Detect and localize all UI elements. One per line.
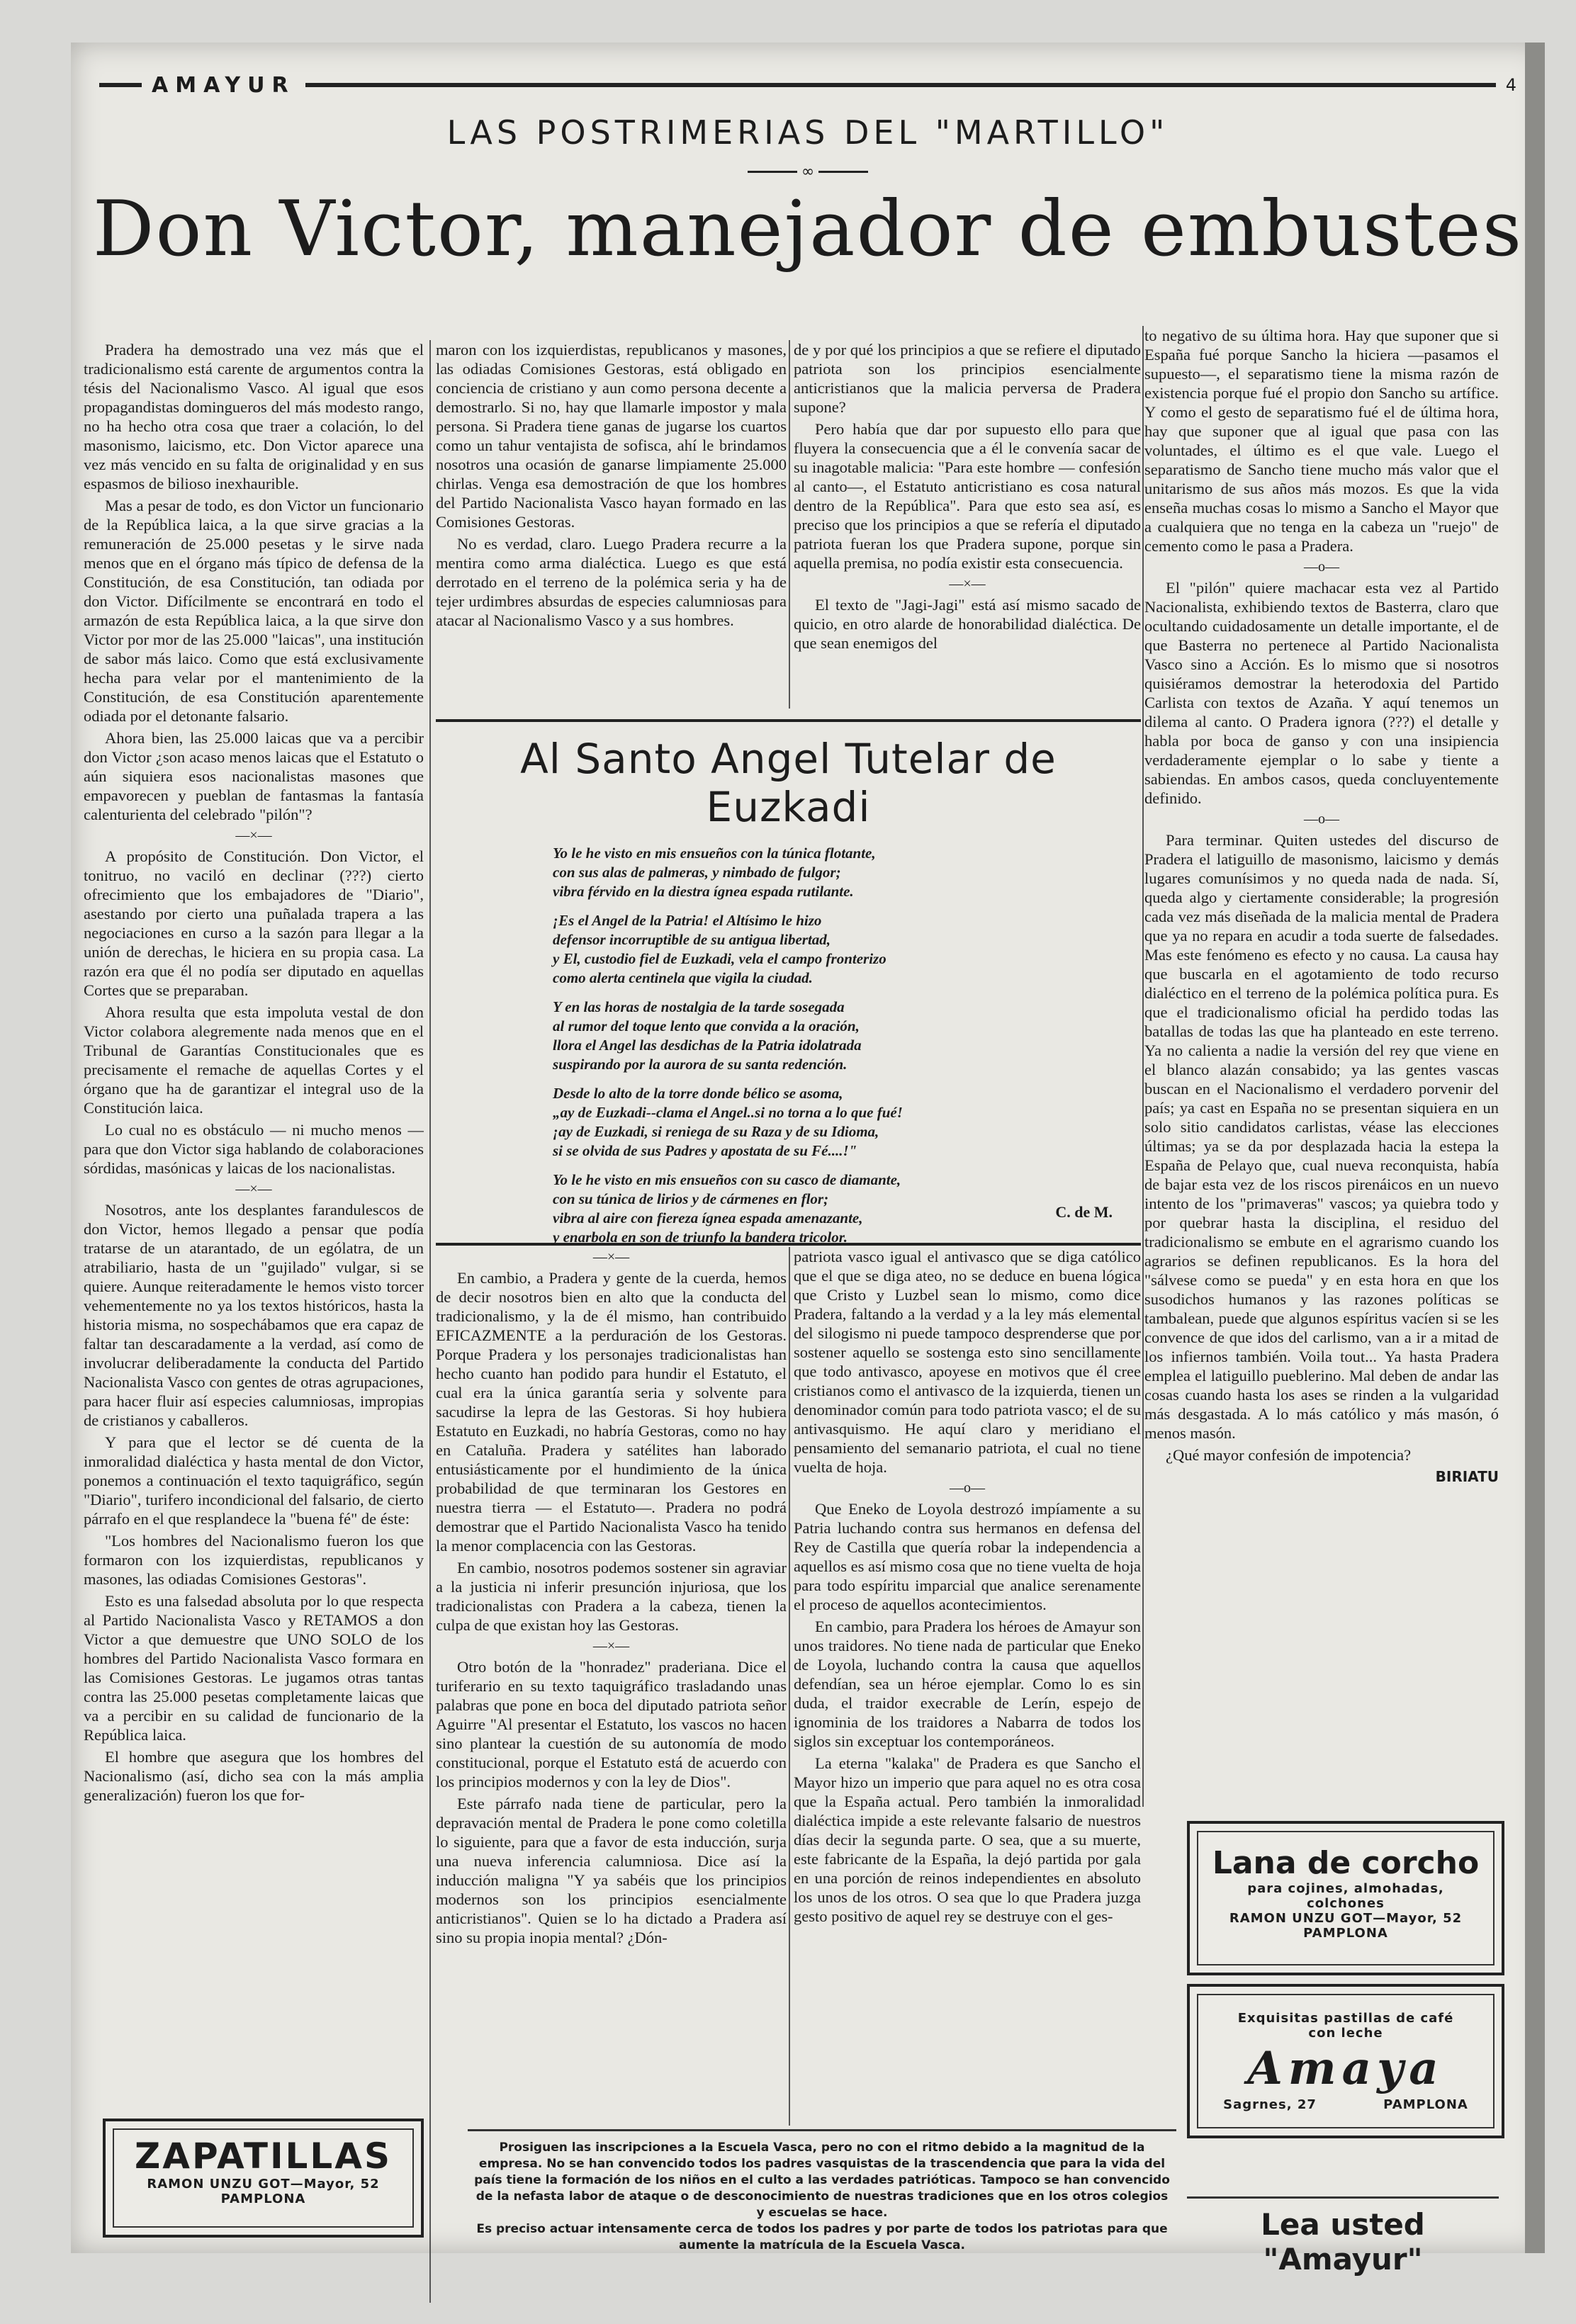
ad-address: Sagrnes, 27 <box>1223 2097 1317 2112</box>
paragraph: Para terminar. Quiten ustedes del discurso de Pradera el latiguillo de masonismo, laicismo y demás lugares comunísimos y no queda nada de nada. Sí, queda algo y ciertamente considerable; la progresión cada vez más diseñada de la malicia mental de Pradera que ya no repara en acudir a toda suerte de falsedades. Mas este fenómeno es efecto y no causa. La causa hay que buscarla en el agotamiento de todo recurso dialéctico en el terreno de la polémica política pura. Es que el tradicionalismo oficial ha perdido todas las batallas de todas las que ha planteado en este terreno. Ya no calienta a nadie la versión del rey que viene en el blanco alazán consabido; ya las gentes vascas buscan en el Nacionalismo el verdadero porvenir del país; ya cast en España no se presentan siquiera en un solo sitio candidatos carlistas, véase las elecciones últimas; ya se da por desplazada hacia la estepa la España de Pelayo que, cual nueva reconquista, había de bajar esta vez de los riscos pirenáicos en un nuevo intento de los "primaveras" vascos; ya quiebra todo y por quebrar hasta la disciplina, el residuo del tradicionalismo se embute en el agrarismo cuando los agrarios se definen republicanos. Es la hora del "sálvese como se pueda" y en esta hora en que los susodichos humanos y las razones políticas se tambalean, puede que algunos espíritus vacíen si se les convence de que idos del carlismo, van a ir a mitad de los infiernos también. Voila tout... Ya hasta Pradera emplea el latiguillo pueblerino. Mal deben de andar las cosas cuando hasta los ases se rinden a la vulgaridad más desgastada. A lo más católico y más masón, ó menos masón. <box>1144 831 1499 1442</box>
page-number: 4 <box>1505 75 1516 95</box>
poem-box <box>436 719 1141 1246</box>
poem-line: con sus alas de palmeras, y nimbado de fulgor; <box>553 864 841 881</box>
paragraph: A propósito de Constitución. Don Victor, el tonitruo, no vaciló en declinar (???) cierto ofrecimiento que los embajadores de "Diario", asestando por cierto una puñalada trapera a las negociaciones en curso a la sazón para llegar a la unión de derechas, le hiciera en su propia casa. La razón era que él no podía ser diputado en aquellas Cortes que se preparaban. <box>84 847 424 999</box>
poem-line: Y en las horas de nostalgia de la tarde sosegada <box>553 998 845 1015</box>
paragraph: Mas a pesar de todo, es don Victor un funcionario de la República laica, a la que sirve gracias a la remuneración de 25.000 pesetas y le sirve nada menos que en el órgano más típico de defensa de la Constitución, de esa Constitución, tan odiada por don Victor. Difícilmente se encontrará en todo el armazón de esta República laica, a la que sirve don Victor por mor de las 25.000 "laicas", una institución de sabor más laico. Como que está exclusivamente hecha para velar por el mantenimiento de la Constitución, de esa Constitución aparentemente odiada por el detonante falsario. <box>84 497 424 725</box>
article-signature: BIRIATU <box>1435 1468 1499 1485</box>
separator: —×— <box>592 1638 630 1654</box>
ad-amaya <box>1187 1984 1504 2138</box>
paragraph: Ahora bien, las 25.000 laicas que va a percibir don Victor ¿son acaso menos laicas que el Estatuto o aún siquiera esos nacionalistas masones que empavorecen y pueblan de fantasmas la fantasía calenturienta del celebrado "pilón"? <box>84 729 424 823</box>
poem-line: ¡ay de Euzkadi, si reniega de su Raza y de su Idioma, <box>553 1123 879 1140</box>
poem-line: con su túnica de lirios y de cármenes en flor; <box>553 1190 829 1207</box>
column-2 <box>436 340 787 709</box>
ad-line: con leche <box>1308 2026 1383 2041</box>
ad-zapatillas <box>103 2119 424 2238</box>
column-2-lower <box>436 1247 787 2126</box>
poem-line: como alerta centinela que vigila la ciudad. <box>553 969 813 986</box>
column-1 <box>84 340 424 2324</box>
poem-line: defensor incorruptible de su antigua libertad, <box>553 931 831 948</box>
paragraph: Lo cual no es obstáculo — ni mucho menos — para que don Victor siga hablando de colaboraciones sórdidas, masónicas y laicas de los nacionalistas. <box>84 1121 424 1177</box>
ad-line: RAMON UNZU GOT—Mayor, 52 <box>147 2177 380 2192</box>
ad-line: RAMON UNZU GOT—Mayor, 52 <box>1229 1911 1463 1926</box>
column-3-lower <box>794 1247 1141 2126</box>
separator: —×— <box>235 828 272 843</box>
kicker-title: LAS POSTRIMERIAS DEL "MARTILLO" <box>446 113 1169 152</box>
poem-stanza <box>553 911 1141 988</box>
paragraph: patriota vasco igual el antivasco que se diga católico que el que se diga ateo, no se deduce en buena lógica que Cristo y Luzbel sean lo mismo, como dice Pradera, faltando a la verdad y a la ley más elemental del silogismo ni puede tampoco desprenderse que por sostener aquello se sostenga esto sino sencillamente que todo antivasco, apoyese en motivos que él cree cristianos como el antivasco de la izquierda, tienen un denominador común para todo patriota vasco; el de su antivasquismo. He aquí claro y meridiano el pensamiento del semanario patriota, el cual no tiene vuelta de hoja. <box>794 1248 1141 1476</box>
lea-usted-amayur: Lea usted "Amayur" <box>1261 2207 1425 2277</box>
poem-line: suspirando por la aurora de su santa redención. <box>553 1056 848 1073</box>
paragraph: maron con los izquierdistas, republicanos y masones, las odiadas Comisiones Gestoras, está obligado en conciencia de cristiano y aun como persona decente a demostrarlo. Si no, hay que llamarle impostor y mala persona. Si Pradera tiene ganas de jugarse los cuartos como un tahur ventajista de sofisca, ahí le brindamos nosotros una ocasión de ganarse limpiamente 25.000 chirlas. Venga esa demostración de que los hombres del Partido Nacionalista Vasco hayan formado en las Comisiones Gestoras. <box>436 341 787 531</box>
separator: —×— <box>592 1249 630 1265</box>
column-rule <box>789 340 790 709</box>
poem-stanza <box>553 998 1141 1074</box>
poem-line: Desde lo alto de la torre donde bélico se asoma, <box>553 1085 843 1102</box>
notice-paragraph: Prosiguen las inscripciones a la Escuela Vasca, pero no con el ritmo debido a la magnitud de la empresa. No se han convencido todos los padres vasquistas de la trascendencia que para la vida del país tiene la formación de los niños en el culto a las verdades patrióticas. Tampoco se han convencido de la nefasta labor de ataque o de desconocimiento de nuestras tradiciones que en los otros colegios y escuelas se hace. <box>474 2140 1170 2220</box>
poem-line: y enarbola en son de triunfo la bandera tricolor. <box>553 1229 848 1246</box>
poem-line: Yo le he visto en mis ensueños con la túnica flotante, <box>553 845 876 862</box>
paragraph: El "pilón" quiere machacar esta vez al Partido Nacionalista, exhibiendo textos de Basterra, claro que ocultando cuidadosamente un detalle importante, el de que Basterra no pertenece al Partido Nacionalista Vasco sino a Acción. Es lo mismo que si nosotros quisiéramos demostrar la heterodoxia del Partido Carlista con textos de Azaña. Y aquí tenemos un dilema al canto. O Pradera ignora (???) el detalle y habla por boca de ganso y con una insipiencia verdaderamente ejemplar o lo sabe y tiente a sabiendas. En ambos casos, queda concluyentemente definido. <box>1144 579 1499 807</box>
paragraph: En cambio, nosotros podemos sostener sin agraviar a la justicia ni inferir presunción injuriosa, que los tradicionalistas con Pradera a la cabeza, tienen la culpa de que existan hoy las Gestoras. <box>436 1559 787 1634</box>
ad-city: PAMPLONA <box>1303 1926 1388 1941</box>
ornament-line-right <box>818 171 868 173</box>
ad-inner-border <box>113 2128 414 2228</box>
column-4 <box>1144 326 1499 1814</box>
ad-city: PAMPLONA <box>220 2192 306 2206</box>
paragraph: Otro botón de la "honradez" praderiana. Dice el turiferario en su texto taquigráfico trasladando unas palabras que pone en boca del diputado patriota señor Aguirre "Al presentar el Estatuto, los vascos no hacen sino plantear la cuestión de su autonomía de modo constitucional, porque el Estatuto está de acuerdo con los principios modernos y con la ley de Dios". <box>436 1658 787 1790</box>
newspaper-page <box>71 43 1545 2277</box>
paragraph: En cambio, para Pradera los héroes de Amayur son unos traidores. No tiene nada de particular que Eneko de Loyola, luchando contra la causa que aquellos defendían, sea un héroe ejemplar. Como lo es sin duda, el traidor execrable de Lerín, espejo de ignominia de los traidores a Nabarra de todos los siglos sin exceptuar los contemporáneos. <box>794 1618 1141 1750</box>
poem-line: „ay de Euzkadi--clama el Angel..si no torna a lo que fué! <box>553 1104 903 1121</box>
paragraph: Y para que el lector se dé cuenta de la inmoralidad dialéctica y hasta mental de don Victor, ponemos a continuación el texto taquigráfico, según "Diario", turifero incondicional del falsario, de cierto párrafo en el que resplandece la "buena fé" de éste: <box>84 1433 424 1528</box>
poem-stanza <box>553 1084 1141 1161</box>
paragraph: En cambio, a Pradera y gente de la cuerda, hemos de decir nosotros bien en alto que la conducta del tradicionalismo, y la de él mismo, han contribuido EFICAZMENTE a la perduración de los Gestoras. Porque Pradera y los personajes tradicionalistas han hecho cuanto han podido para hundir el Estatuto, el cual era la única garantía seria y solvente para sacudirse la lepra de las Gestoras. Si hoy hubiera Estatuto en Euzkadi, no habría Gestoras, como no hay en Cataluña. Pradera y satélites han laborado entusiásticamente por el hundimiento de la única probabilidad de que terminaran los Gestores en nuestra tierra — el Estatuto—. Pradera no podrá demostrar que el Partido Nacionalista Vasco ha tenido la menor complacencia con las Gestoras. <box>436 1269 787 1555</box>
ad-city: PAMPLONA <box>1383 2097 1468 2112</box>
separator: —×— <box>235 1181 272 1197</box>
ad-inner-border <box>1197 1831 1495 1965</box>
column-3 <box>794 340 1141 709</box>
poem-line: si se olvida de sus Padres y apostata de su Fé....!" <box>553 1142 857 1159</box>
separator: —o— <box>1304 559 1339 575</box>
paragraph: El hombre que asegura que los hombres del Nacionalismo (así, dicho sea con la más amplia generalización) fueron los que for- <box>84 1748 424 1804</box>
separator: —×— <box>949 576 986 592</box>
school-notice <box>471 2140 1173 2254</box>
paragraph: Pradera ha demostrado una vez más que el tradicionalismo está carente de argumentos contra la tésis del Nacionalismo Vasco. Al igual que esos propagandistas domingueros del más modesto rango, no ha hecho otra cosa que traer a colación, lo del masonismo, laicismo, etc. Don Victor aparece una vez más vencido en su falta de originalidad y en sus espasmos de bilioso inexhaurible. <box>84 341 424 492</box>
poem-line: llora el Angel las desdichas de la Patria idolatrada <box>553 1037 862 1054</box>
notice-rule-top <box>468 2129 1176 2131</box>
separator: —o— <box>950 1480 985 1496</box>
column-rule <box>1142 326 1144 1807</box>
poem-line: vibra al aire con fiereza ígnea espada amenazante, <box>553 1209 863 1226</box>
ad-title: ZAPATILLAS <box>135 2136 392 2177</box>
poem-body <box>553 844 1141 1247</box>
masthead-rule-left <box>99 83 142 87</box>
masthead-name: AMAYUR <box>152 72 296 98</box>
ad-brand: Amaya <box>1247 2042 1444 2095</box>
poem-title: Al Santo Angel Tutelar de Euzkadi <box>520 735 1057 831</box>
paragraph: Nosotros, ante los desplantes farandulescos de don Victor, hemos llegado a pensar que podía tratarse de un atarantado, de un ególatra, de un atrabiliario, hasta de un "gujilado" vulgar, si se quiere. Aunque reiteradamente le hemos visto torcer vehementemente no ya los textos históricos, hasta la historia misma, no sospechábamos que era capaz de faltar tan descaradamente a la verdad, así como de involucrar deliberadamente la conducta del Partido Nacionalista Vasco con gentes de otras agrupaciones, para hacer fluir así especies calumniosas, impropias de cristianos y caballeros. <box>84 1201 424 1429</box>
paragraph: ¿Qué mayor confesión de impotencia? <box>1166 1446 1412 1464</box>
ornament-line-left <box>748 171 797 173</box>
ad-line: para cojines, almohadas, <box>1247 1881 1444 1896</box>
paragraph: Este párrafo nada tiene de particular, pero la depravación mental de Pradera le pone como coletilla lo siguiente, para que a favor de esta inducción, surja una nueva inferencia calumniosa. Dice así la inducción maligna "Y ya sabéis que los principios modernos son los principios esencialmente anticristianos". Quien se lo ha dictado a Pradera así sino su propia inopia mental? ¿Dón- <box>436 1795 787 1946</box>
paragraph: Que Eneko de Loyola destrozó impíamente a su Patria luchando contra sus hermanos en defensa del Rey de Castilla que quería robar la independencia a aquellos es así mismo cosa que no tiene vuelta de hoja para todo espíritu imparcial que analice serenamente el proceso de aquellos acontecimientos. <box>794 1500 1141 1613</box>
paragraph: Ahora resulta que esta impoluta vestal de don Victor colabora alegremente nada menos que en el Tribunal de Garantías Constitucionales que es precisamente el remache de aquellas Cortes y el órgano que ha de garantizar el integral uso de la Constitución laica. <box>84 1003 424 1117</box>
poem-line: al rumor del toque lento que convida a la oración, <box>553 1017 860 1034</box>
page-edge <box>1525 43 1545 2253</box>
ad-line: colchones <box>1307 1896 1385 1911</box>
ad-inner-border <box>1197 1994 1495 2128</box>
masthead-rule-right <box>305 83 1496 87</box>
ad-line: Exquisitas pastillas de café <box>1237 2011 1454 2026</box>
poem-stanza <box>553 1171 1141 1247</box>
notice-paragraph: Es preciso actuar intensamente cerca de todos los padres y por parte de todos los patriotas para que aumente la matrícula de la Escuela Vasca. <box>476 2222 1168 2252</box>
poem-line: Yo le he visto en mis ensueños con su casco de diamante, <box>553 1171 901 1188</box>
paragraph: La eterna "kalaka" de Pradera es que Sancho el Mayor hizo un imperio que para aquel no es otra cosa que la España actual. Pero también la inmoralidad dialéctica impide a este relevante falsario de nuestros días decir la segunda parte. O sea, que a su muerte, este fabricante de la España, la dejó partida por gala en una porción de reinos independientes en absoluto los unos de los otros. O sea que lo que Pradera juzga gesto positivo de aquel rey se destruye con el ges- <box>794 1754 1141 1925</box>
column-rule <box>789 1247 790 2126</box>
paragraph: Esto es una falsedad absoluta por lo que respecta al Partido Nacionalista Vasco y RETAMOS a don Victor a que demuestre que UNO SOLO de los hombres del Partido Nacionalista Vasco formara en las Comisiones Gestoras. Le jugamos otras tantas contra las 25.000 pesetas completamente laicas que va a percibir en su calidad de funcionario de la República laica. <box>84 1592 424 1744</box>
paragraph: de y por qué los principios a que se refiere el diputado patriota son los principios esencialmente anticristianos que la malicia perversa de Pradera supone? <box>794 341 1141 416</box>
lea-rule <box>1187 2196 1499 2199</box>
column-rule <box>429 340 431 2303</box>
masthead <box>99 71 1516 99</box>
paragraph: No es verdad, claro. Luego Pradera recurre a la mentira como arma dialéctica. Luego es que está derrotado en el terreno de la polémica seria y ha de tejer urdimbres absurdas de especies calumniosas para atacar al Nacionalismo Vasco y a sus hombres. <box>436 535 787 629</box>
poem-line: vibra férvido en la diestra ígnea espada rutilante. <box>553 883 854 900</box>
paragraph: to negativo de su última hora. Hay que suponer que si España fué porque Sancho la hiciera —pasamos el supuesto—, el separatismo tiene la misma razón de existencia porque fué el propio don Sancho su artífice. Y como el gesto de separatismo fué el de última hora, hay que suponer que al igual que pasa con las voluntades, el último es el que vale. Luego el separatismo de Sancho tiene mucho más valor que el unitarismo de sus años más mozos. Es que la vida enseña muchas cosas lo mismo a Sancho el Mayor que a cualquiera que no tenga en la cabeza un "ruejo" de cemento como le pasa a Pradera. <box>1144 327 1499 555</box>
paragraph: El texto de "Jagi-Jagi" está así mismo sacado de quicio, en otro alarde de honorabilidad dialéctica. De que sean enemigos del <box>794 596 1141 652</box>
headline: Don Victor, manejador de embustes <box>92 185 1524 273</box>
paragraph: "Los hombres del Nacionalismo fueron los que formaron con los izquierdistas, republicanos y masones, las odiadas Comisiones Gestoras". <box>84 1532 424 1588</box>
ad-title: Lana de corcho <box>1212 1845 1480 1881</box>
paragraph: Pero había que dar por supuesto ello para que fluyera la consecuencia que a él le convenía sacar de su inagotable malicia: "Para este hombre — confesión al canto—, el Estatuto anticristiano es cosa natural dentro de la República". Para que esto sea así, es preciso que los principios a que se refería el diputado patriota fueran los que Pradera supone, porque sin aquella premisa, no podía existir esta consecuencia. <box>794 420 1141 572</box>
poem-signature: C. de M. <box>1055 1203 1113 1221</box>
title-ornament <box>737 164 879 179</box>
poem-line: ¡Es el Angel de la Patria! el Altísimo le hizo <box>553 912 822 929</box>
separator: —o— <box>1304 811 1339 827</box>
poem-line: y El, custodio fiel de Euzkadi, vela el campo fronterizo <box>553 950 886 967</box>
poem-stanza <box>553 844 1141 901</box>
ad-lana-de-corcho <box>1187 1821 1504 1975</box>
ornament-glyph: ∞ <box>801 162 815 181</box>
